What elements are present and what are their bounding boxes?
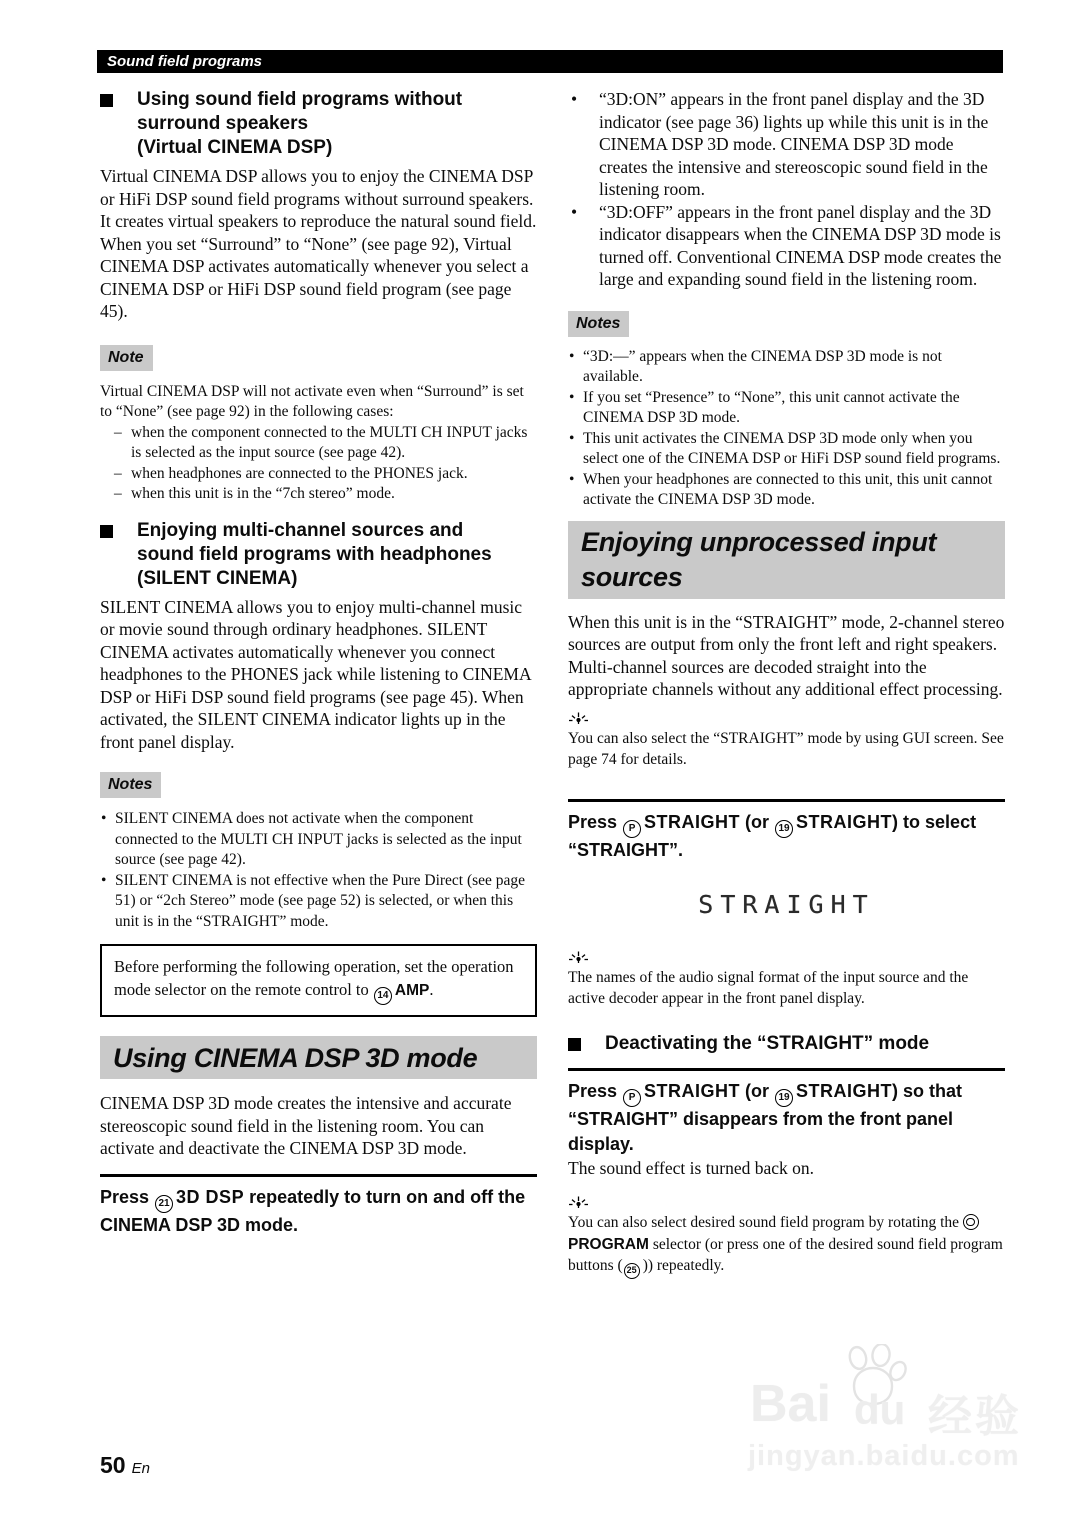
banner-enjoying-unprocessed [568,521,1005,599]
instruction-press-straight-off [568,1079,1005,1157]
baidu-watermark [742,1352,1052,1477]
section-title-line: surround speakers [137,113,309,134]
instruction-text: Press [568,1080,623,1101]
note-intro: Virtual CINEMA DSP will not activate even when “Surround” is set to “None” (see page 92) in the following cases: [100,382,524,420]
note-dash-list [100,423,537,505]
bullet-item: • “3D:ON” appears in the front panel display and the 3D indicator (see page 36) lights up while this unit is in the CINEMA DSP 3D mode. CINEMA DSP 3D mode creates the intensive and stereoscopic sound field in the listening room. [568,88,1005,201]
paragraph: CINEMA DSP 3D mode creates the intensive and accurate stereoscopic sound field in the listening room. You can activate and deactivate the CINEMA DSP 3D mode. [100,1093,512,1158]
tip-text: You can also select the “STRAIGHT” mode by using GUI screen. See page 74 for details. [568,729,1004,768]
section-heading-deactivating-straight [568,1032,1005,1056]
instruction-text-end: ) to select “STRAIGHT”. [568,811,977,860]
top-bullet-list [568,88,1005,291]
tip-text-part: selector (or press one of the desired sound field program buttons ( [568,1235,1003,1274]
notes-list [568,347,1005,511]
amp-button-label: AMP [394,982,430,999]
note-label: Note [100,345,153,371]
watermark-brand-cn: 经验 [928,1392,1022,1441]
section-title-line: (SILENT CINEMA) [137,567,298,589]
banner-line: Enjoying unprocessed input [581,526,937,557]
banner-line: sources [581,561,683,592]
instruction-text: (or [740,811,775,832]
circled-19-badge: 19 [775,820,793,838]
straight-button-label: STRAIGHT [644,811,741,832]
divider-rule [568,799,1005,802]
notes-item: • This unit activates the CINEMA DSP 3D mode only when you select one of the CINEMA DSP or HiFi DSP sound field programs. [568,429,1005,470]
tip-text: The names of the audio signal format of the input source and the active decoder appear in the front panel display. [568,968,969,1007]
section-square-icon [568,1038,581,1051]
section-title [137,519,492,591]
notes-label: Notes [100,772,161,798]
right-column [568,88,1005,1279]
section-title [137,88,462,160]
paragraph: When this unit is in the “STRAIGHT” mode, 2-channel stereo sources are output from only the front left and right speakers. Multi-channel sources are decoded straight into the appropriate channels without any additional effect processing. [568,611,1005,699]
paragraph: The sound effect is turned back on. [568,1157,815,1178]
instruction-text-end: ) so that “STRAIGHT” disappears from the front panel display. [568,1080,963,1154]
3d-dsp-button-label: 3D DSP [176,1186,245,1207]
circled-25-badge: 25 [624,1263,640,1279]
circled-p-badge: P [623,820,641,838]
tip-text-end: )) repeatedly. [642,1257,725,1274]
chapter-header-bar: Sound field programs [97,50,1003,73]
section-square-icon [100,94,113,107]
circled-14-badge: 14 [374,987,392,1005]
section-title-line: Using sound field programs without [137,89,463,110]
paragraph: SILENT CINEMA allows you to enjoy multi-channel music or movie sound through ordinary headphones. SILENT CINEMA activates automatically whenever you connect headphones to the PHONES jack while listening to CINEMA DSP or HiFi DSP sound field programs (see page 45). When activated, the SILENT CINEMA indicator lights up in the front panel display. [100,596,531,752]
section-heading-virtual-cinema [100,88,537,160]
notes-item: • SILENT CINEMA is not effective when the Pure Direct (see page 51) or “2ch Stereo” mode (see page 52) is selected, or when this unit is in the “STRAIGHT” mode. [100,871,537,933]
straight-button-label: STRAIGHT [796,1080,893,1101]
straight-button-label: STRAIGHT [644,1080,741,1101]
instruction-text: Press [100,1186,155,1207]
note-dash-item: – when the component connected to the MULTI CH INPUT jacks is selected as the input source (see page 42). [100,423,537,464]
section-heading-silent-cinema [100,519,537,591]
section-title-line: Enjoying multi-channel sources and [137,519,464,541]
instruction-press-3d-dsp [100,1185,537,1238]
front-panel-display-text: STRAIGHT [698,889,875,919]
watermark-url: jingyan.baidu.com [748,1440,1020,1472]
divider-rule [100,1174,537,1177]
circled-19-badge: 19 [775,1089,793,1107]
paragraph: Virtual CINEMA DSP allows you to enjoy the CINEMA DSP or HiFi DSP sound field programs without surround speakers. It creates virtual speakers to reproduce the natural sound field. [100,166,537,231]
opbox-text-end: . [429,980,434,999]
bullet-item: • “3D:OFF” appears in the front panel display and the 3D indicator disappears when the CINEMA DSP 3D mode is turned off. Conventional CINEMA DSP mode creates the large and expanding sound field in the listening room. [568,201,1005,291]
section-square-icon [100,525,113,538]
notes-item: • If you set “Presence” to “None”, this unit cannot activate the CINEMA DSP 3D mode. [568,388,1005,429]
tip-text-part: You can also select desired sound field program by rotating the [568,1214,963,1231]
tip-icon [568,1194,589,1209]
note-dash-item: – when this unit is in the “7ch stereo” mode. [100,484,537,505]
circled-p-badge: P [623,1089,641,1107]
notes-item: • “3D:––” appears when the CINEMA DSP 3D mode is not available. [568,347,1005,388]
left-column [100,88,537,1238]
section-title-line: (Virtual CINEMA DSP) [137,137,333,158]
opbox-text: Before performing the following operation, set the operation mode selector on the remote control to [114,957,514,999]
divider-rule [568,1068,1005,1071]
notes-item: • SILENT CINEMA does not activate when the component connected to the MULTI CH INPUT jacks is selected as the input source (see page 42). [100,809,537,871]
section-title: Deactivating the “STRAIGHT” mode [605,1032,930,1054]
tip-icon [568,949,589,964]
page-number-value: 50 [100,1452,126,1478]
section-title-line: sound field programs with headphones [137,543,492,565]
instruction-text-end: repeatedly to turn on and off the CINEMA DSP 3D mode. [100,1186,526,1235]
watermark-brand-left: Bai [750,1375,831,1433]
page-language: En [131,1460,150,1477]
program-selector-label: PROGRAM [568,1235,649,1253]
instruction-press-straight [568,810,1005,863]
program-knob-icon [963,1214,979,1230]
notes-label: Notes [568,311,629,337]
instruction-text: (or [740,1080,775,1101]
notes-item: • When your headphones are connected to this unit, this unit cannot activate the CINEMA DSP 3D mode. [568,470,1005,511]
straight-button-label: STRAIGHT [796,811,893,832]
page-number [100,1452,150,1479]
paragraph: When you set “Surround” to “None” (see page 92), Virtual CINEMA DSP activates automatically whenever you select a CINEMA DSP or HiFi DSP sound field program (see page 45). [100,233,529,321]
notes-list [100,809,537,932]
instruction-text: Press [568,811,623,832]
tip-icon [568,710,589,725]
note-dash-item: – when headphones are connected to the PHONES jack. [100,464,537,485]
banner-using-cinema-dsp-3d: Using CINEMA DSP 3D mode [100,1036,537,1079]
tip-text [568,1212,1005,1279]
operation-mode-box [100,944,537,1017]
watermark-brand-right: du [854,1386,906,1433]
circled-21-badge: 21 [155,1195,173,1213]
